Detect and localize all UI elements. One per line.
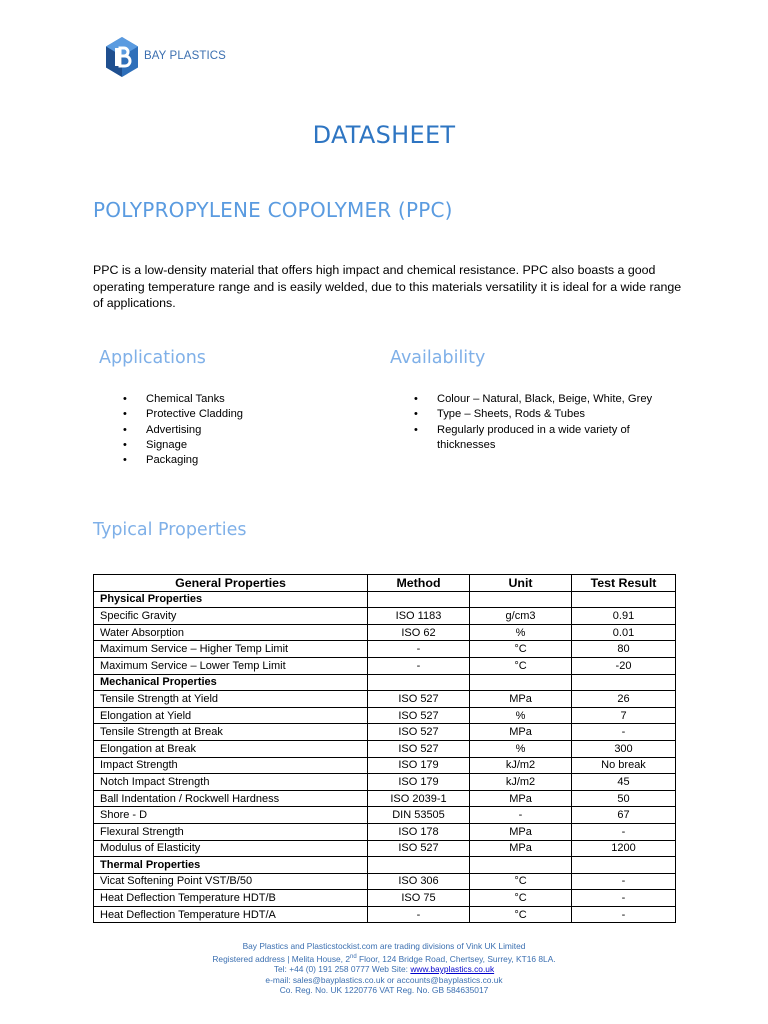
property-name: Specific Gravity bbox=[94, 608, 368, 625]
result-cell: 45 bbox=[572, 774, 676, 791]
empty-cell bbox=[368, 857, 470, 874]
method-cell: ISO 1183 bbox=[368, 608, 470, 625]
footer-contact-line bbox=[0, 964, 768, 975]
applications-item: • Protective Cladding bbox=[123, 407, 343, 422]
method-cell: ISO 179 bbox=[368, 774, 470, 791]
table-header-row bbox=[94, 575, 676, 592]
result-cell: 0.91 bbox=[572, 608, 676, 625]
table-row bbox=[94, 641, 676, 658]
unit-cell: MPa bbox=[470, 790, 572, 807]
method-cell: ISO 306 bbox=[368, 873, 470, 890]
method-cell: ISO 527 bbox=[368, 691, 470, 708]
unit-cell: % bbox=[470, 707, 572, 724]
property-name: Elongation at Yield bbox=[94, 707, 368, 724]
column-header: Method bbox=[368, 575, 470, 592]
empty-cell bbox=[470, 674, 572, 691]
method-cell: ISO 62 bbox=[368, 624, 470, 641]
unit-cell: - bbox=[470, 807, 572, 824]
website-link[interactable]: www.bayplastics.co.uk bbox=[410, 963, 495, 974]
unit-cell: % bbox=[470, 740, 572, 757]
empty-cell bbox=[368, 674, 470, 691]
empty-cell bbox=[572, 674, 676, 691]
page-title: DATASHEET bbox=[312, 121, 456, 149]
result-cell: - bbox=[572, 823, 676, 840]
availability-item: • Regularly produced in a wide variety of thicknesses bbox=[414, 423, 676, 454]
result-cell: No break bbox=[572, 757, 676, 774]
applications-list bbox=[123, 392, 343, 468]
property-name: Notch Impact Strength bbox=[94, 774, 368, 791]
method-cell: ISO 527 bbox=[368, 840, 470, 857]
unit-cell: °C bbox=[470, 906, 572, 923]
table-row bbox=[94, 757, 676, 774]
brand-logo bbox=[104, 36, 234, 80]
unit-cell: °C bbox=[470, 873, 572, 890]
availability-heading: Availability bbox=[390, 348, 486, 368]
result-cell: 67 bbox=[572, 807, 676, 824]
result-cell: 300 bbox=[572, 740, 676, 757]
result-cell: - bbox=[572, 724, 676, 741]
unit-cell: MPa bbox=[470, 724, 572, 741]
applications-item: • Packaging bbox=[123, 453, 343, 468]
property-name: Ball Indentation / Rockwell Hardness bbox=[94, 790, 368, 807]
table-row bbox=[94, 740, 676, 757]
address-text: Registered address | Melita House, 2 bbox=[212, 953, 350, 964]
unit-cell: % bbox=[470, 624, 572, 641]
result-cell: 1200 bbox=[572, 840, 676, 857]
hexagon-b-logo-icon bbox=[104, 36, 140, 78]
table-row bbox=[94, 707, 676, 724]
unit-cell: °C bbox=[470, 890, 572, 907]
table-row bbox=[94, 840, 676, 857]
product-name: POLYPROPYLENE COPOLYMER (PPC) bbox=[93, 198, 453, 222]
column-header: General Properties bbox=[94, 575, 368, 592]
result-cell: 26 bbox=[572, 691, 676, 708]
footer-address-line bbox=[0, 952, 768, 964]
address-superscript: nd bbox=[350, 953, 357, 960]
property-name: Modulus of Elasticity bbox=[94, 840, 368, 857]
result-cell: -20 bbox=[572, 657, 676, 674]
unit-cell: °C bbox=[470, 641, 572, 658]
method-cell: ISO 179 bbox=[368, 757, 470, 774]
property-name: Tensile Strength at Break bbox=[94, 724, 368, 741]
table-row bbox=[94, 774, 676, 791]
unit-cell: MPa bbox=[470, 691, 572, 708]
table-row bbox=[94, 890, 676, 907]
column-header: Test Result bbox=[572, 575, 676, 592]
column-header: Unit bbox=[470, 575, 572, 592]
method-cell: ISO 75 bbox=[368, 890, 470, 907]
availability-item: • Type – Sheets, Rods & Tubes bbox=[414, 407, 676, 422]
property-name: Shore - D bbox=[94, 807, 368, 824]
result-cell: 50 bbox=[572, 790, 676, 807]
result-cell: - bbox=[572, 890, 676, 907]
properties-table bbox=[93, 574, 676, 923]
intro-paragraph: PPC is a low-density material that offers high impact and chemical resistance. PPC also boasts a good operating temperature range and is easily welded, due to this materials versatility it is ideal for a wide range of applications. bbox=[93, 263, 682, 310]
typical-properties-heading: Typical Properties bbox=[93, 520, 247, 540]
brand-name: BAY PLASTICS bbox=[144, 50, 226, 62]
result-cell: 0.01 bbox=[572, 624, 676, 641]
unit-cell: kJ/m2 bbox=[470, 774, 572, 791]
table-row bbox=[94, 906, 676, 923]
empty-cell bbox=[368, 591, 470, 608]
group-label: Thermal Properties bbox=[94, 857, 368, 874]
availability-list bbox=[414, 392, 676, 453]
method-cell: ISO 2039-1 bbox=[368, 790, 470, 807]
availability-item: • Colour – Natural, Black, Beige, White, Grey bbox=[414, 392, 676, 407]
result-cell: - bbox=[572, 873, 676, 890]
table-group-row bbox=[94, 591, 676, 608]
table-row bbox=[94, 724, 676, 741]
table-row bbox=[94, 657, 676, 674]
property-name: Elongation at Break bbox=[94, 740, 368, 757]
property-name: Heat Deflection Temperature HDT/B bbox=[94, 890, 368, 907]
table-row bbox=[94, 823, 676, 840]
applications-item: • Chemical Tanks bbox=[123, 392, 343, 407]
applications-item: • Signage bbox=[123, 438, 343, 453]
applications-item: • Advertising bbox=[123, 423, 343, 438]
property-name: Maximum Service – Higher Temp Limit bbox=[94, 641, 368, 658]
table-row bbox=[94, 624, 676, 641]
footer-email-line: e-mail: sales@bayplastics.co.uk or accounts@bayplastics.co.uk bbox=[265, 974, 503, 985]
tel-text: Tel: +44 (0) 191 258 0777 Web Site: bbox=[273, 963, 411, 974]
result-cell: 80 bbox=[572, 641, 676, 658]
group-label: Mechanical Properties bbox=[94, 674, 368, 691]
result-cell: 7 bbox=[572, 707, 676, 724]
unit-cell: g/cm3 bbox=[470, 608, 572, 625]
method-cell: ISO 527 bbox=[368, 707, 470, 724]
property-name: Flexural Strength bbox=[94, 823, 368, 840]
applications-heading: Applications bbox=[99, 348, 206, 368]
method-cell: ISO 527 bbox=[368, 724, 470, 741]
table-group-row bbox=[94, 674, 676, 691]
method-cell: ISO 527 bbox=[368, 740, 470, 757]
method-cell: - bbox=[368, 657, 470, 674]
table-row bbox=[94, 790, 676, 807]
footer-registration-line: Co. Reg. No. UK 1220776 VAT Reg. No. GB 584635017 bbox=[279, 985, 489, 996]
table-group-row bbox=[94, 857, 676, 874]
group-label: Physical Properties bbox=[94, 591, 368, 608]
table-row bbox=[94, 807, 676, 824]
property-name: Maximum Service – Lower Temp Limit bbox=[94, 657, 368, 674]
method-cell: ISO 178 bbox=[368, 823, 470, 840]
unit-cell: MPa bbox=[470, 840, 572, 857]
method-cell: - bbox=[368, 906, 470, 923]
property-name: Heat Deflection Temperature HDT/A bbox=[94, 906, 368, 923]
footer-company-line: Bay Plastics and Plasticstockist.com are trading divisions of Vink UK Limited bbox=[242, 941, 526, 951]
property-name: Water Absorption bbox=[94, 624, 368, 641]
property-name: Impact Strength bbox=[94, 757, 368, 774]
empty-cell bbox=[572, 857, 676, 874]
unit-cell: °C bbox=[470, 657, 572, 674]
property-name: Vicat Softening Point VST/B/50 bbox=[94, 873, 368, 890]
property-name: Tensile Strength at Yield bbox=[94, 691, 368, 708]
footer bbox=[0, 941, 768, 996]
empty-cell bbox=[572, 591, 676, 608]
empty-cell bbox=[470, 591, 572, 608]
address-text-end: Floor, 124 Bridge Road, Chertsey, Surrey, KT16 8LA. bbox=[356, 953, 556, 964]
table-row bbox=[94, 691, 676, 708]
empty-cell bbox=[470, 857, 572, 874]
table-row bbox=[94, 608, 676, 625]
unit-cell: kJ/m2 bbox=[470, 757, 572, 774]
method-cell: DIN 53505 bbox=[368, 807, 470, 824]
unit-cell: MPa bbox=[470, 823, 572, 840]
method-cell: - bbox=[368, 641, 470, 658]
result-cell: - bbox=[572, 906, 676, 923]
table-row bbox=[94, 873, 676, 890]
